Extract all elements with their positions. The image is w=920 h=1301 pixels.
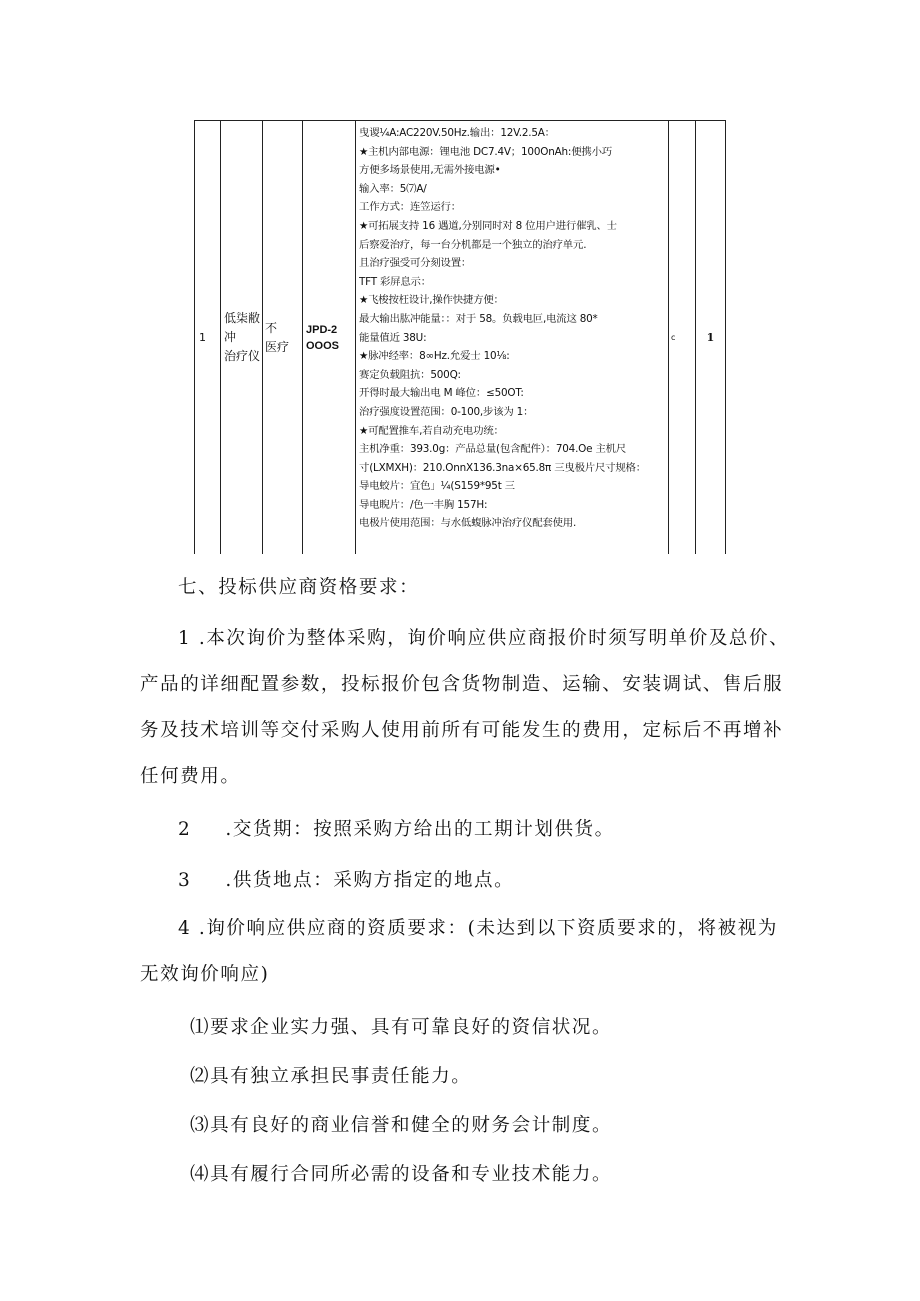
requirement-3: ⑶具有良好的商业信誉和健全的财务会计制度。 (190, 1115, 613, 1136)
item1-line4: 任何费用。 (140, 766, 241, 787)
item1-line3: 务及技术培训等交付采购人使用前所有可能发生的费用，定标后不再增补 (140, 720, 784, 741)
param-line: 能量值近 38U: (359, 331, 427, 344)
item1-line2: 产品的详细配置参数，投标报价包含货物制造、运输、安装调试、售后服 (140, 674, 784, 695)
item3 (178, 866, 514, 892)
device-name-line3: 治疗仪 (224, 349, 261, 363)
param-line: 最大输出肱冲能量：：对于 58。负载电叵,电流这 80* (359, 312, 598, 325)
param-line: ★飞梭按枉设计,操作快捷方便： (359, 294, 504, 307)
param-line: ★脉冲经率：8∞Hz.允爱士 10⅛: (359, 350, 510, 363)
param-line: 寸(LXMXH)：210.OnnX136.3na×65.8π 三曳极片尺寸规格： (359, 461, 646, 474)
model-line2: OOOS (306, 339, 340, 352)
row-index: 1 (199, 331, 206, 344)
model-cell (303, 121, 356, 554)
section-heading: 七、投标供应商资格要求： (178, 577, 420, 598)
param-line: TFT 彩屏息示： (359, 275, 431, 288)
param-line: 工作方式：连笠运行： (359, 201, 461, 214)
param-line: 方便多场景使用,无需外接电源• (359, 164, 501, 177)
param-line: 治疗强度设置范围：0-100,步该为 1： (359, 405, 534, 418)
param-line: 电极片使用范围：与水低蝮脉冲治疗仪配套使用. (359, 517, 577, 530)
item3-text: .供货地点：采购方指定的地点。 (225, 870, 515, 891)
param-line: 主机净重：393.0g：产品总量(包含配件）：704.Oe 主机尺 (359, 443, 627, 456)
requirement-4: ⑷具有履行合同所必需的设备和专业技术能力。 (190, 1164, 613, 1185)
params-cell (356, 121, 669, 554)
param-line: 导电睨片：/色一丰胸 157H: (359, 498, 488, 511)
device-name-line1: 低柒敝 (224, 311, 261, 325)
param-line: 赛定负载阻抗：500Q: (359, 368, 461, 381)
unit-cell (669, 121, 696, 554)
quantity-value: 1 (706, 331, 715, 344)
param-line: 输入率：5⑺A/ (359, 182, 427, 195)
item4-line2: 无效询价响应) (140, 964, 270, 985)
category-line2: 医疗 (265, 339, 290, 354)
unit-value: c (671, 333, 676, 342)
item2-number: 2 (178, 819, 192, 840)
index-cell (195, 121, 221, 554)
device-name-line2: 冲 (224, 330, 237, 344)
equipment-table (194, 120, 726, 554)
category-cell (263, 121, 303, 554)
param-line: 开得时最大输出电 M 峰位：≤50OT: (359, 387, 524, 400)
param-line: ★可拓展支持 16 遇道,分别同时对 8 位用户进行催乳、士 (359, 219, 617, 232)
requirement-2: ⑵具有独立承担民事责任能力。 (190, 1066, 472, 1087)
param-line: 后察爱治疗，每一台分机都是一个独立的治疗单元. (359, 238, 587, 251)
name-cell (221, 121, 263, 554)
item1-line1: 1 .本次询价为整体采购，询价响应供应商报价时须写明单价及总价、 (178, 628, 790, 649)
item4-line1: 4 .询价响应供应商的资质要求：(未达到以下资质要求的，将被视为 (178, 918, 778, 939)
param-line: ★主机内部电源：锂电池 DC7.4V；100OnAh:便携小巧 (359, 145, 612, 158)
param-list (359, 124, 667, 533)
item3-number: 3 (178, 870, 192, 891)
param-line: 且治疗强受可分刻设置： (359, 257, 472, 270)
param-line: 导电蛟片：宜色」¼(S159*95t 三 (359, 480, 515, 493)
model-line1: JPD-2 (306, 323, 338, 336)
param-line: 曳谡¼A:AC220V.50Hz.输出：12V.2.5A： (359, 127, 555, 139)
item2 (178, 815, 615, 841)
param-line: ★可配置推车,若自动充电功统： (359, 424, 504, 437)
category-line1: 不 (265, 320, 278, 335)
requirement-1: ⑴要求企业实力强、具有可靠良好的资信状况。 (190, 1017, 613, 1038)
item2-text: .交货期：按照采购方给出的工期计划供货。 (225, 819, 615, 840)
quantity-cell (696, 121, 725, 554)
